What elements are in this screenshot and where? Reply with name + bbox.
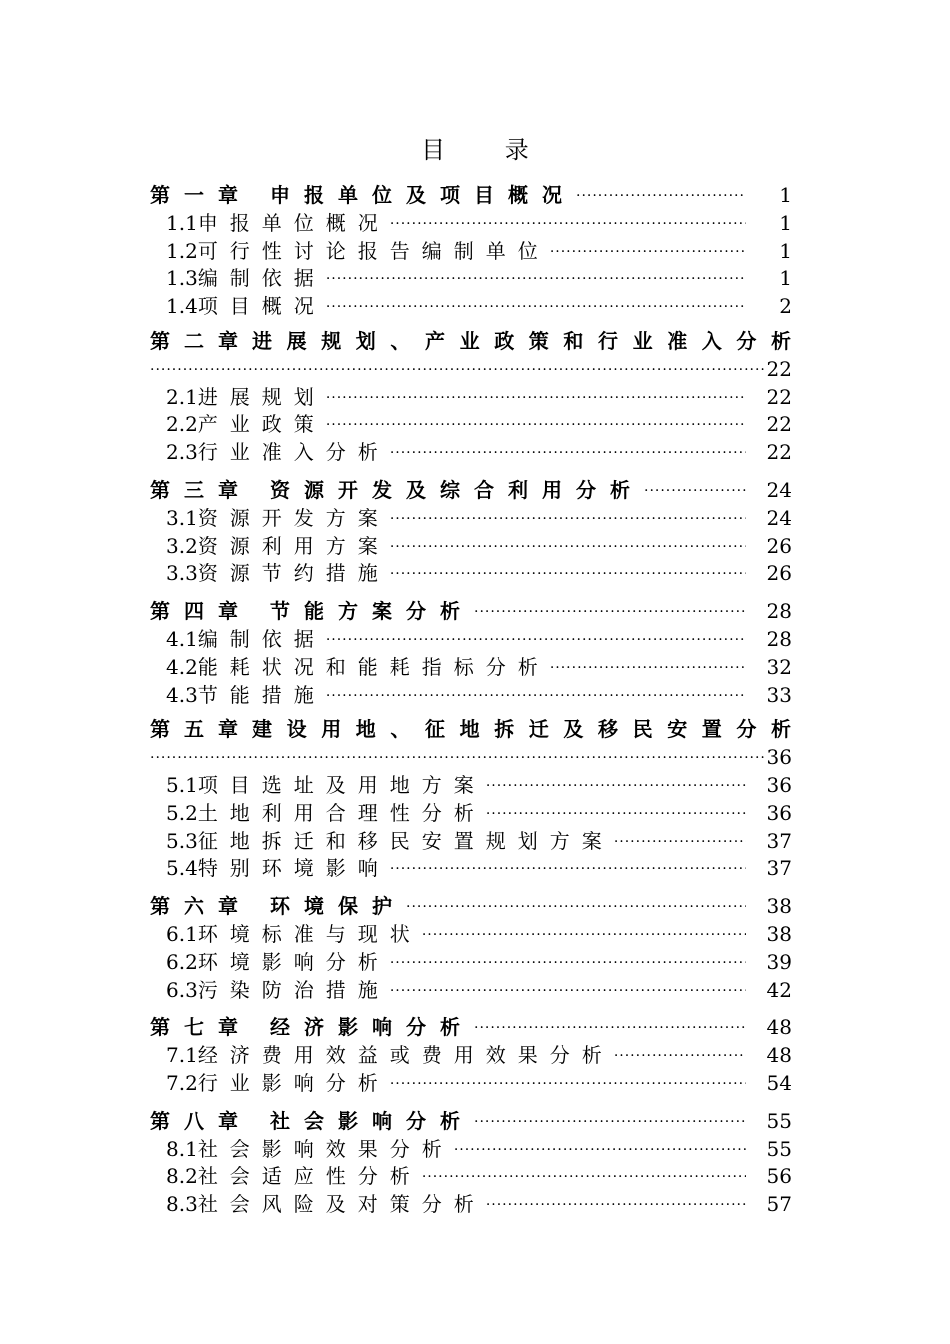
page-number: 55 [766, 1136, 792, 1161]
toc-section-entry [150, 652, 792, 680]
chapter-number: 第七章 [150, 1015, 252, 1040]
page-number: 22 [766, 384, 792, 409]
dot-leader [326, 291, 746, 316]
page-number: 36 [766, 800, 792, 825]
section-number: 8.3 [166, 1192, 198, 1217]
dot-leader [550, 652, 746, 677]
section-title: 产业政策 [197, 412, 326, 437]
toc-section-entry [150, 770, 792, 798]
page-number: 38 [766, 894, 792, 919]
toc-section-entry [150, 531, 792, 559]
page-number: 28 [766, 599, 792, 624]
page-number: 56 [766, 1164, 792, 1189]
toc-chapter-heading [150, 328, 806, 354]
section-title: 可行性讨论报告编制单位 [197, 238, 550, 263]
toc-chapter-heading [150, 717, 806, 742]
chapter-title: 申报单位及项目概况 [270, 183, 576, 207]
page-number: 1 [779, 238, 792, 263]
section-title: 编制依据 [197, 626, 326, 651]
toc-chapter-entry [150, 475, 792, 503]
toc-chapter-entry [150, 891, 792, 919]
section-number: 1.4 [166, 294, 198, 319]
section-number: 3.2 [166, 533, 198, 558]
dot-leader [614, 826, 746, 851]
section-number: 7.1 [166, 1043, 198, 1068]
section-title: 资源利用方案 [197, 533, 390, 558]
chapter-title: 进展规划、产业政策和行业准入分析 [252, 328, 806, 353]
chapter-number: 第三章 [150, 477, 252, 502]
section-number: 7.2 [166, 1070, 198, 1095]
section-title: 节能措施 [197, 682, 326, 707]
section-title: 土地利用合理性分析 [197, 800, 486, 825]
toc-chapter-entry [150, 180, 792, 208]
toc-section-entry [150, 1040, 792, 1068]
section-number: 2.1 [166, 384, 198, 409]
dot-leader [644, 475, 746, 500]
page-number: 48 [766, 1043, 792, 1068]
chapter-number: 第八章 [150, 1108, 252, 1133]
toc-chapter-leader-row [150, 354, 792, 382]
toc-chapter-entry [150, 328, 806, 382]
section-number: 5.3 [166, 828, 198, 853]
toc-section-entry [150, 1134, 792, 1162]
section-title: 申报单位概况 [197, 210, 390, 235]
chapter-title: 节能方案分析 [270, 599, 474, 624]
section-number: 5.4 [166, 856, 198, 881]
toc-section-entry [150, 919, 792, 947]
dot-leader [390, 531, 746, 556]
section-number: 2.2 [166, 412, 198, 437]
toc-section-entry [150, 263, 792, 291]
toc-chapter-entry [150, 717, 806, 770]
dot-leader [150, 742, 767, 767]
page-number: 37 [766, 828, 792, 853]
toc-section-entry [150, 291, 792, 319]
dot-leader [390, 975, 746, 1000]
page-number: 26 [766, 533, 792, 558]
chapter-number: 第五章 [150, 717, 252, 742]
toc-chapter-entry [150, 1012, 792, 1040]
page-number: 33 [766, 682, 792, 707]
dot-leader [326, 263, 746, 288]
chapter-title: 经济影响分析 [270, 1015, 474, 1040]
section-title: 社会适应性分析 [197, 1164, 422, 1189]
section-number: 8.2 [166, 1164, 198, 1189]
page-number: 24 [766, 505, 792, 530]
section-number: 4.2 [166, 654, 198, 679]
dot-leader [390, 558, 746, 583]
page-number: 55 [766, 1108, 792, 1133]
page-number: 54 [766, 1070, 792, 1095]
dot-leader [576, 180, 746, 205]
chapter-number: 第二章 [150, 328, 252, 353]
section-title: 污染防治措施 [197, 977, 390, 1002]
toc-section-entry [150, 680, 792, 708]
page-number: 38 [766, 921, 792, 946]
dot-leader [454, 1134, 746, 1159]
section-title: 项目概况 [197, 294, 326, 319]
toc-section-entry [150, 947, 792, 975]
section-number: 5.2 [166, 800, 198, 825]
page-number: 39 [766, 949, 792, 974]
page-number: 24 [766, 477, 792, 502]
page-number: 48 [766, 1015, 792, 1040]
page-number: 1 [779, 183, 792, 207]
section-title: 社会风险及对策分析 [197, 1192, 486, 1217]
chapter-title: 建设用地、征地拆迁及移民安置分析 [252, 717, 806, 742]
section-number: 3.1 [166, 505, 198, 530]
page-number: 2 [779, 294, 792, 319]
dot-leader [326, 382, 746, 407]
page-number: 22 [766, 412, 792, 437]
page-number: 37 [766, 856, 792, 881]
section-number: 6.2 [166, 949, 198, 974]
dot-leader [614, 1040, 746, 1065]
dot-leader [326, 624, 746, 649]
section-number: 3.3 [166, 561, 198, 586]
page-number: 42 [766, 977, 792, 1002]
toc-chapter-entry [150, 1106, 792, 1134]
section-title: 环境标准与现状 [197, 921, 422, 946]
dot-leader [390, 1068, 746, 1093]
chapter-number: 第一章 [150, 183, 252, 207]
toc-section-entry [150, 409, 792, 437]
dot-leader [406, 891, 746, 916]
page-number: 36 [766, 745, 792, 770]
section-number: 1.1 [166, 210, 198, 235]
section-title: 进展规划 [197, 384, 326, 409]
section-number: 6.1 [166, 921, 198, 946]
page-number: 26 [766, 561, 792, 586]
toc-section-entry [150, 558, 792, 586]
dot-leader [390, 437, 746, 462]
section-title: 能耗状况和能耗指标分析 [197, 654, 550, 679]
toc-section-entry [150, 1161, 792, 1189]
section-number: 8.1 [166, 1136, 198, 1161]
section-title: 经济费用效益或费用效果分析 [197, 1043, 614, 1068]
table-of-contents [150, 180, 806, 1217]
toc-section-entry [150, 1189, 792, 1217]
section-title: 资源节约措施 [197, 561, 390, 586]
page-number: 22 [766, 356, 792, 381]
toc-chapter-entry [150, 596, 792, 624]
section-title: 行业准入分析 [197, 440, 390, 465]
dot-leader [422, 1161, 746, 1186]
chapter-title: 环境保护 [270, 894, 406, 919]
toc-section-entry [150, 853, 792, 881]
section-title: 征地拆迁和移民安置规划方案 [197, 828, 614, 853]
page-number: 1 [779, 266, 792, 291]
section-number: 1.2 [166, 238, 198, 263]
dot-leader [550, 236, 746, 261]
toc-section-entry [150, 503, 792, 531]
section-number: 1.3 [166, 266, 198, 291]
dot-leader [474, 596, 746, 621]
section-title: 项目选址及用地方案 [197, 772, 486, 797]
chapter-number: 第六章 [150, 894, 252, 919]
section-title: 特别环境影响 [197, 856, 390, 881]
dot-leader [390, 947, 746, 972]
chapter-number: 第四章 [150, 599, 252, 624]
dot-leader [326, 409, 746, 434]
page-number: 57 [766, 1192, 792, 1217]
section-number: 4.3 [166, 682, 198, 707]
section-number: 2.3 [166, 440, 198, 465]
dot-leader [390, 208, 746, 233]
section-number: 5.1 [166, 772, 198, 797]
page-number: 22 [766, 440, 792, 465]
dot-leader [474, 1012, 746, 1037]
section-title: 资源开发方案 [197, 505, 390, 530]
page-number: 36 [766, 772, 792, 797]
toc-section-entry [150, 826, 792, 854]
page-number: 1 [779, 210, 792, 235]
section-title: 编制依据 [197, 266, 326, 291]
dot-leader [486, 770, 746, 795]
dot-leader [326, 680, 746, 705]
section-number: 4.1 [166, 626, 198, 651]
toc-section-entry [150, 975, 792, 1003]
toc-section-entry [150, 624, 792, 652]
page-number: 32 [766, 654, 792, 679]
section-title: 行业影响分析 [197, 1070, 390, 1095]
toc-chapter-leader-row [150, 742, 792, 770]
dot-leader [474, 1106, 746, 1131]
toc-section-entry [150, 208, 792, 236]
dot-leader [422, 919, 746, 944]
section-title: 社会影响效果分析 [197, 1136, 454, 1161]
chapter-title: 资源开发及综合利用分析 [270, 477, 644, 502]
dot-leader [390, 853, 746, 878]
dot-leader [390, 503, 746, 528]
dot-leader [486, 1189, 746, 1214]
page-number: 28 [766, 626, 792, 651]
section-title: 环境影响分析 [197, 949, 390, 974]
dot-leader [150, 354, 767, 379]
section-number: 6.3 [166, 977, 198, 1002]
dot-leader [486, 798, 746, 823]
toc-section-entry [150, 382, 792, 410]
toc-section-entry [150, 798, 792, 826]
page-title: 目 录 [421, 136, 555, 164]
toc-section-entry [150, 1068, 792, 1096]
toc-section-entry [150, 437, 792, 465]
chapter-title: 社会影响分析 [270, 1108, 474, 1133]
toc-section-entry [150, 236, 792, 264]
